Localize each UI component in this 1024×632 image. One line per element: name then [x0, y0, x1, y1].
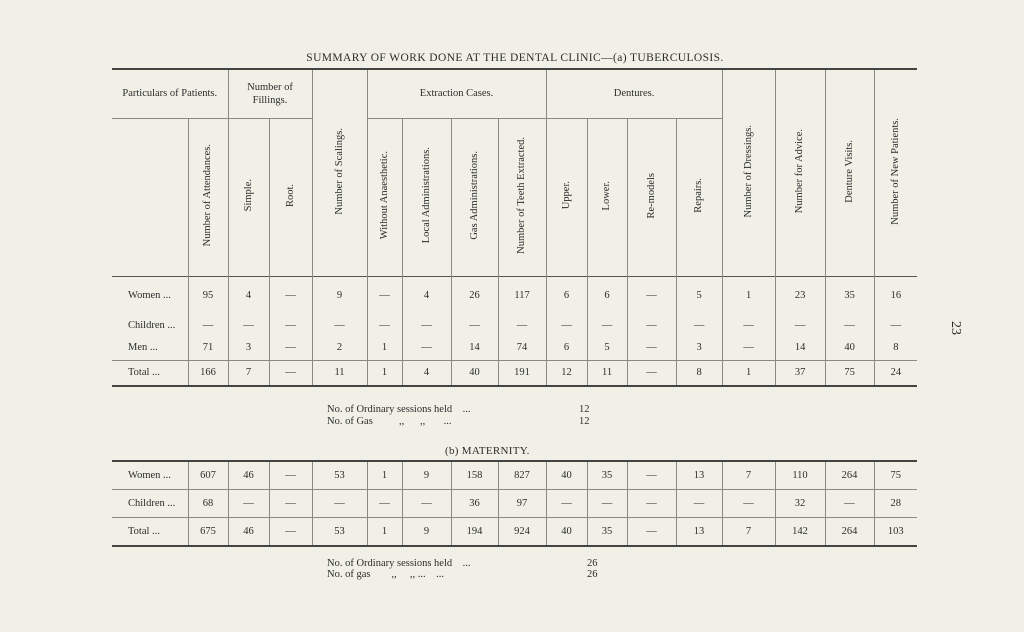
table-row [112, 461, 917, 490]
cell: — [627, 276, 676, 314]
cell: — [188, 314, 228, 336]
sessions-gas-value: 12 [579, 416, 590, 427]
sessions-ordinary-label: No. of Ordinary sessions held ... [327, 404, 471, 415]
cell: 53 [312, 518, 367, 547]
cell: 46 [228, 461, 269, 490]
cell: 23 [775, 276, 825, 314]
cell: — [676, 490, 722, 518]
cell: 924 [498, 518, 546, 547]
cell: — [722, 490, 775, 518]
cell: 2 [312, 336, 367, 360]
table-row [112, 490, 917, 518]
cell: — [367, 314, 402, 336]
col-header: Number for Advice. [775, 69, 825, 276]
cell: 40 [546, 461, 587, 490]
cell: 142 [775, 518, 825, 547]
cell: 37 [775, 360, 825, 386]
cell: — [627, 490, 676, 518]
cell: 26 [451, 276, 498, 314]
cell: 7 [228, 360, 269, 386]
cell: 191 [498, 360, 546, 386]
cell: 103 [874, 518, 917, 547]
cell: 1 [367, 360, 402, 386]
cell: 46 [228, 518, 269, 547]
cell: 3 [228, 336, 269, 360]
cell: 74 [498, 336, 546, 360]
sessions-ordinary-label: No. of Ordinary sessions held ... [327, 558, 471, 569]
col-header-blank [112, 118, 188, 276]
row-label: Total ... [112, 518, 188, 547]
tuberculosis-sessions [327, 404, 627, 428]
cell: 36 [451, 490, 498, 518]
sessions-ordinary-value: 26 [587, 558, 598, 569]
cell: 4 [402, 276, 451, 314]
header-extraction: Extraction Cases. [367, 69, 546, 118]
cell: 4 [228, 276, 269, 314]
cell: 12 [546, 360, 587, 386]
col-header: Gas Administrations. [451, 118, 498, 276]
cell: — [498, 314, 546, 336]
cell: — [627, 518, 676, 547]
cell: 1 [367, 336, 402, 360]
cell: 11 [312, 360, 367, 386]
cell: 13 [676, 461, 722, 490]
cell: 53 [312, 461, 367, 490]
col-header: Root. [269, 118, 312, 276]
cell: — [874, 314, 917, 336]
cell: 28 [874, 490, 917, 518]
cell: — [269, 360, 312, 386]
table-row [112, 314, 917, 336]
cell: 194 [451, 518, 498, 547]
cell: 14 [775, 336, 825, 360]
cell: — [451, 314, 498, 336]
col-header: Number of Scalings. [312, 69, 367, 276]
col-header: Number of Attendances. [188, 118, 228, 276]
cell: 117 [498, 276, 546, 314]
page-number: 23 [948, 321, 963, 335]
cell: 75 [825, 360, 874, 386]
cell: — [269, 461, 312, 490]
cell: — [402, 490, 451, 518]
cell: — [587, 314, 627, 336]
cell: — [228, 490, 269, 518]
cell: 264 [825, 461, 874, 490]
cell: 68 [188, 490, 228, 518]
cell: 8 [676, 360, 722, 386]
row-label: Total ... [128, 367, 160, 379]
cell: 40 [546, 518, 587, 547]
col-header: Without Anaesthetic. [367, 118, 402, 276]
sessions-ordinary-value: 12 [579, 404, 590, 415]
cell: 5 [587, 336, 627, 360]
tuberculosis-table [112, 68, 917, 387]
cell: — [402, 336, 451, 360]
table-title-tuberculosis: SUMMARY OF WORK DONE AT THE DENTAL CLINIC—(a) TUBERCULOSIS. [306, 52, 724, 64]
cell: — [367, 490, 402, 518]
cell: — [627, 360, 676, 386]
cell: 1 [722, 360, 775, 386]
cell: 158 [451, 461, 498, 490]
sessions-gas-value: 26 [587, 569, 598, 580]
cell: — [312, 314, 367, 336]
row-label: Children ... [128, 319, 176, 331]
cell: — [627, 461, 676, 490]
cell: 675 [188, 518, 228, 547]
cell: 71 [188, 336, 228, 360]
cell: 6 [546, 276, 587, 314]
col-header: Number of Dressings. [722, 69, 775, 276]
cell: 4 [402, 360, 451, 386]
cell: — [825, 314, 874, 336]
col-header: Number of Teeth Extracted. [498, 118, 546, 276]
col-header: Denture Visits. [825, 69, 874, 276]
cell: 16 [874, 276, 917, 314]
col-header: Lower. [587, 118, 627, 276]
cell: 35 [825, 276, 874, 314]
cell: 827 [498, 461, 546, 490]
cell: — [627, 314, 676, 336]
cell: — [269, 490, 312, 518]
cell: — [402, 314, 451, 336]
cell: 95 [188, 276, 228, 314]
cell: — [312, 490, 367, 518]
cell: — [546, 314, 587, 336]
cell: — [722, 314, 775, 336]
cell: 9 [312, 276, 367, 314]
cell: 35 [587, 518, 627, 547]
cell: 1 [722, 276, 775, 314]
cell: 13 [676, 518, 722, 547]
table-row [112, 336, 917, 360]
cell: 35 [587, 461, 627, 490]
col-header: Repairs. [676, 118, 722, 276]
cell: 75 [874, 461, 917, 490]
col-header: Simple. [228, 118, 269, 276]
cell: 166 [188, 360, 228, 386]
row-label: Men ... [112, 336, 188, 360]
cell: 14 [451, 336, 498, 360]
sessions-gas-label: No. of gas ,, ,, ... ... [327, 569, 444, 580]
cell: — [722, 336, 775, 360]
maternity-sessions [327, 558, 627, 582]
header-fillings: Number of Fillings. [228, 69, 312, 118]
cell: 3 [676, 336, 722, 360]
cell: 24 [874, 360, 917, 386]
cell: 11 [587, 360, 627, 386]
table-row [112, 276, 917, 314]
cell: 6 [546, 336, 587, 360]
table-row-total [112, 360, 917, 386]
table-row-total [112, 518, 917, 547]
cell: — [627, 336, 676, 360]
sessions-gas-label: No. of Gas ,, ,, ... [327, 416, 452, 427]
cell: — [269, 518, 312, 547]
row-label: Children ... [112, 490, 188, 518]
cell: 7 [722, 518, 775, 547]
cell: 9 [402, 518, 451, 547]
cell: 32 [775, 490, 825, 518]
col-header: Re-models [627, 118, 676, 276]
cell: 264 [825, 518, 874, 547]
cell: 607 [188, 461, 228, 490]
header-particulars: Particulars of Patients. [112, 69, 228, 118]
cell: 1 [367, 518, 402, 547]
maternity-table [112, 460, 917, 547]
cell: — [269, 276, 312, 314]
cell: — [676, 314, 722, 336]
header-dentures: Dentures. [546, 69, 722, 118]
row-label: Women ... [112, 276, 188, 314]
col-header: Number of New Patients. [874, 69, 917, 276]
cell: — [367, 276, 402, 314]
cell: 97 [498, 490, 546, 518]
cell: — [587, 490, 627, 518]
cell: 6 [587, 276, 627, 314]
col-header: Upper. [546, 118, 587, 276]
cell: 40 [451, 360, 498, 386]
col-header: Local Administrations. [402, 118, 451, 276]
cell: — [228, 314, 269, 336]
cell: — [546, 490, 587, 518]
cell: — [825, 490, 874, 518]
row-label: Women ... [128, 470, 171, 481]
cell: 110 [775, 461, 825, 490]
cell: — [775, 314, 825, 336]
cell: 5 [676, 276, 722, 314]
cell: 1 [367, 461, 402, 490]
maternity-title: (b) MATERNITY. [445, 445, 530, 457]
cell: — [269, 336, 312, 360]
cell: 7 [722, 461, 775, 490]
cell: 9 [402, 461, 451, 490]
cell: — [269, 314, 312, 336]
cell: 40 [825, 336, 874, 360]
cell: 8 [874, 336, 917, 360]
